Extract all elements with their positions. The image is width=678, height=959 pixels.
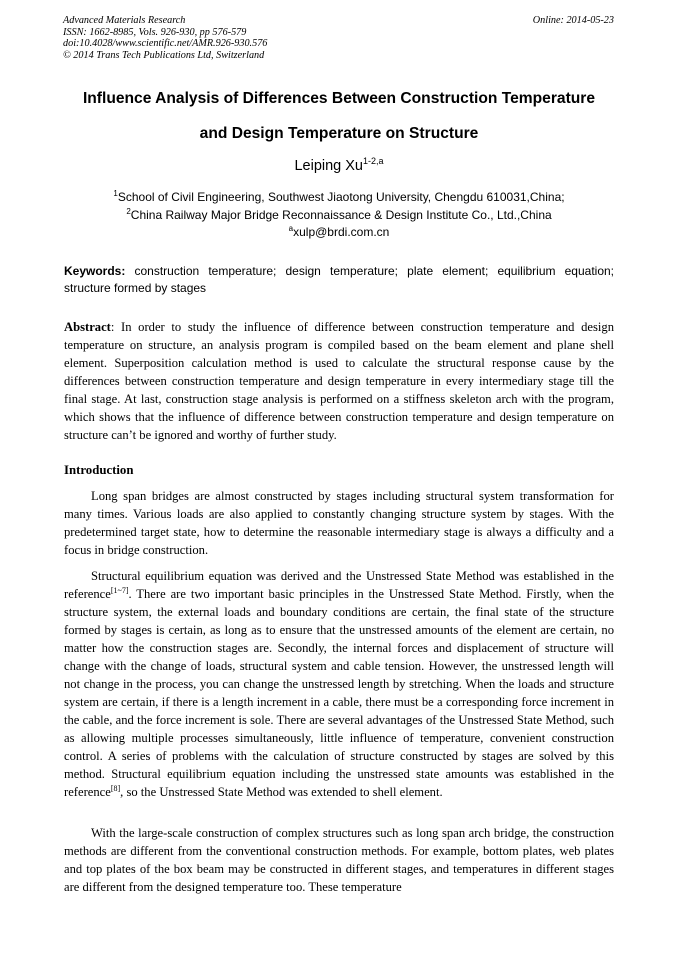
affiliation-1-mark: 1 <box>113 189 118 198</box>
journal-name: Advanced Materials Research <box>63 15 186 26</box>
journal-header <box>63 15 267 61</box>
keywords-label: Keywords: <box>64 264 126 278</box>
copyright-line: © 2014 Trans Tech Publications Ltd, Switzerland <box>63 49 265 61</box>
affiliation-2 <box>0 208 678 222</box>
paper-title-line-2: and Design Temperature on Structure <box>199 125 479 142</box>
doi-line: doi:10.4028/www.scientific.net/AMR.926-930.576 <box>63 38 268 50</box>
intro-paragraph-3: With the large-scale construction of complex structures such as long span arch bridge, the construction methods are different from the conventional construction methods. For example, bottom plates, web plates and top plates of the box beam may be constructed in different stages, and temperatures in different stages are different from the designed temperature too. These temperature <box>64 826 614 894</box>
author <box>0 158 678 174</box>
citation-1-7: [1~7] <box>110 586 129 595</box>
p2-text-b: . There are two important basic principles in the Unstressed State Method. Firstly, when the structure system, the external loads and boundary conditions are certain, the final state of the structure formed by stages is certain, as long as to ensure that the unstressed amounts of the element are certain, no matter how the construction stages are. Secondly, the internal forces and displacement of structure will change with the change of loads, structural system and cable tension. However, the unstressed length will not change in the process, you can change the unstressed length by stretching. When the loads and structure system are certain, if there is a length increment in a cable, there must be a corresponding force increment in the cable, and the force increment is sole. There are several advantages of the Unstressed State Method, such as allowing multiple processes simultaneously, little influence of temperature, convenient construction control. A series of problems with the calculation of structure constructed by stages are solved by this method. Structural equilibrium equation including the unstressed state amounts was established in the reference <box>64 587 614 799</box>
section-heading-introduction: Introduction <box>64 463 134 477</box>
paper-title-line-1: Influence Analysis of Differences Between Construction Temperature <box>82 90 596 107</box>
abstract <box>64 318 614 444</box>
p2-text-c: , so the Unstressed State Method was extended to shell element. <box>120 785 443 799</box>
issn-line: ISSN: 1662-8985, Vols. 926-930, pp 576-579 <box>63 26 247 38</box>
abstract-text: : In order to study the influence of difference between construction temperature and design temperature on structure, an analysis program is compiled based on the beam element and plane shell element. Superposition calculation method is used to calculate the structural response cause by the differences between construction temperature and design temperature in every intermediary stage till the final stage. At last, construction stage analysis is performed on a stiffness skeleton arch with the program, which shows that the influence of difference between construction temperature and design temperature on structure can’t be ignored and worthy of further study. <box>64 320 614 442</box>
keywords-text: construction temperature; design temperature; plate element; equilibrium equation; structure formed by stages <box>64 264 614 295</box>
p2-text-a: Structural equilibrium equation was derived and the Unstressed State Method was established in the reference <box>64 569 614 601</box>
affiliation-2-text: China Railway Major Bridge Reconnaissance & Design Institute Co., Ltd.,China <box>130 208 552 222</box>
author-email <box>0 225 678 239</box>
author-name: Leiping Xu <box>294 158 363 174</box>
affiliation-1-text: School of Civil Engineering, Southwest Jiaotong University, Chengdu 610031,China; <box>117 190 565 204</box>
email-text: xulp@brdi.com.cn <box>293 225 390 239</box>
intro-paragraph-1: Long span bridges are almost constructed by stages including structural system transformation for many times. Various loads are also applied to constantly changing structure system by stages. With the predetermined target state, how to determine the reasonable intermediary stage is always a difficulty and a focus in bridge construction. <box>64 489 614 557</box>
affiliation-1 <box>0 190 678 204</box>
citation-8: [8] <box>110 784 121 793</box>
affiliation-2-mark: 2 <box>126 207 131 216</box>
email-mark: a <box>288 224 294 233</box>
author-affiliation-mark: 1-2,a <box>363 156 384 166</box>
intro-paragraph-2 <box>64 567 614 801</box>
abstract-label: Abstract <box>64 320 111 334</box>
online-date: Online: 2014-05-23 <box>532 15 614 26</box>
keywords <box>64 263 614 297</box>
